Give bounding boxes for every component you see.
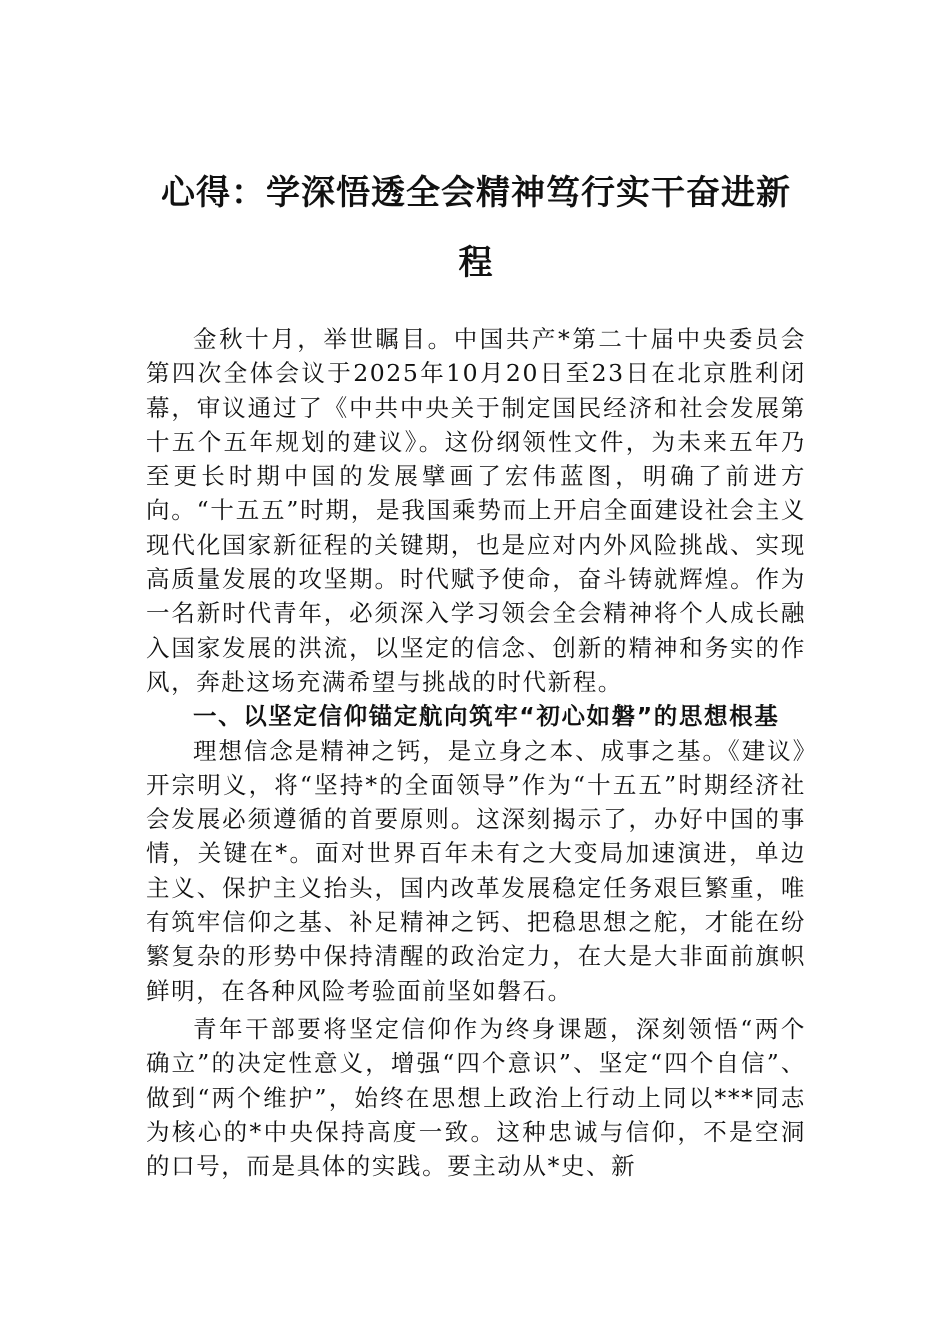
paragraph-intro: 金秋十月，举世瞩目。中国共产*第二十届中央委员会第四次全体会议于2025年10月20日至23日在北京胜利闭幕，审议通过了《中共中央关于制定国民经济和社会发展第十五个五年规划的建议》。这份纲领性文件，为未来五年乃至更长时期中国的发展擘画了宏伟蓝图，明确了前进方向。“十五五”时期，是我国乘势而上开启全面建设社会主义现代化国家新征程的关键期，也是应对内外风险挑战、实现高质量发展的攻坚期。时代赋予使命，奋斗铸就辉煌。作为一名新时代青年，必须深入学习领会全会精神将个人成长融入国家发展的洪流，以坚定的信念、创新的精神和务实的作风，奔赴这场充满希望与挑战的时代新程。 [146,325,806,696]
document-body [146,322,806,1183]
paragraph-section1-b: 青年干部要将坚定信仰作为终身课题，深刻领悟“两个确立”的决定性意义，增强“四个意识”、坚定“四个自信”、做到“两个维护”，始终在思想上政治上行动上同以***同志为核心的*中央保持高度一致。这种忠诚与信仰，不是空洞的口号，而是具体的实践。要主动从*史、新 [146,1014,806,1181]
document-title: 心得：学深悟透全会精神笃行实干奋进新程 [161,173,791,283]
section-heading-1: 一、以坚定信仰锚定航向筑牢“初心如磐”的思想根基 [193,702,780,731]
paragraph-section1-a: 理想信念是精神之钙，是立身之本、成事之基。《建议》开宗明义，将“坚持*的全面领导”作为“十五五”时期经济社会发展必须遵循的首要原则。这深刻揭示了，办好中国的事情，关键在*。面对世界百年未有之大变局加速演进，单边主义、保护主义抬头，国内改革发展稳定任务艰巨繁重，唯有筑牢信仰之基、补足精神之钙、把稳思想之舵，才能在纷繁复杂的形势中保持清醒的政治定力，在大是大非面前旗帜鲜明，在各种风险考验面前坚如磐石。 [146,736,806,1005]
